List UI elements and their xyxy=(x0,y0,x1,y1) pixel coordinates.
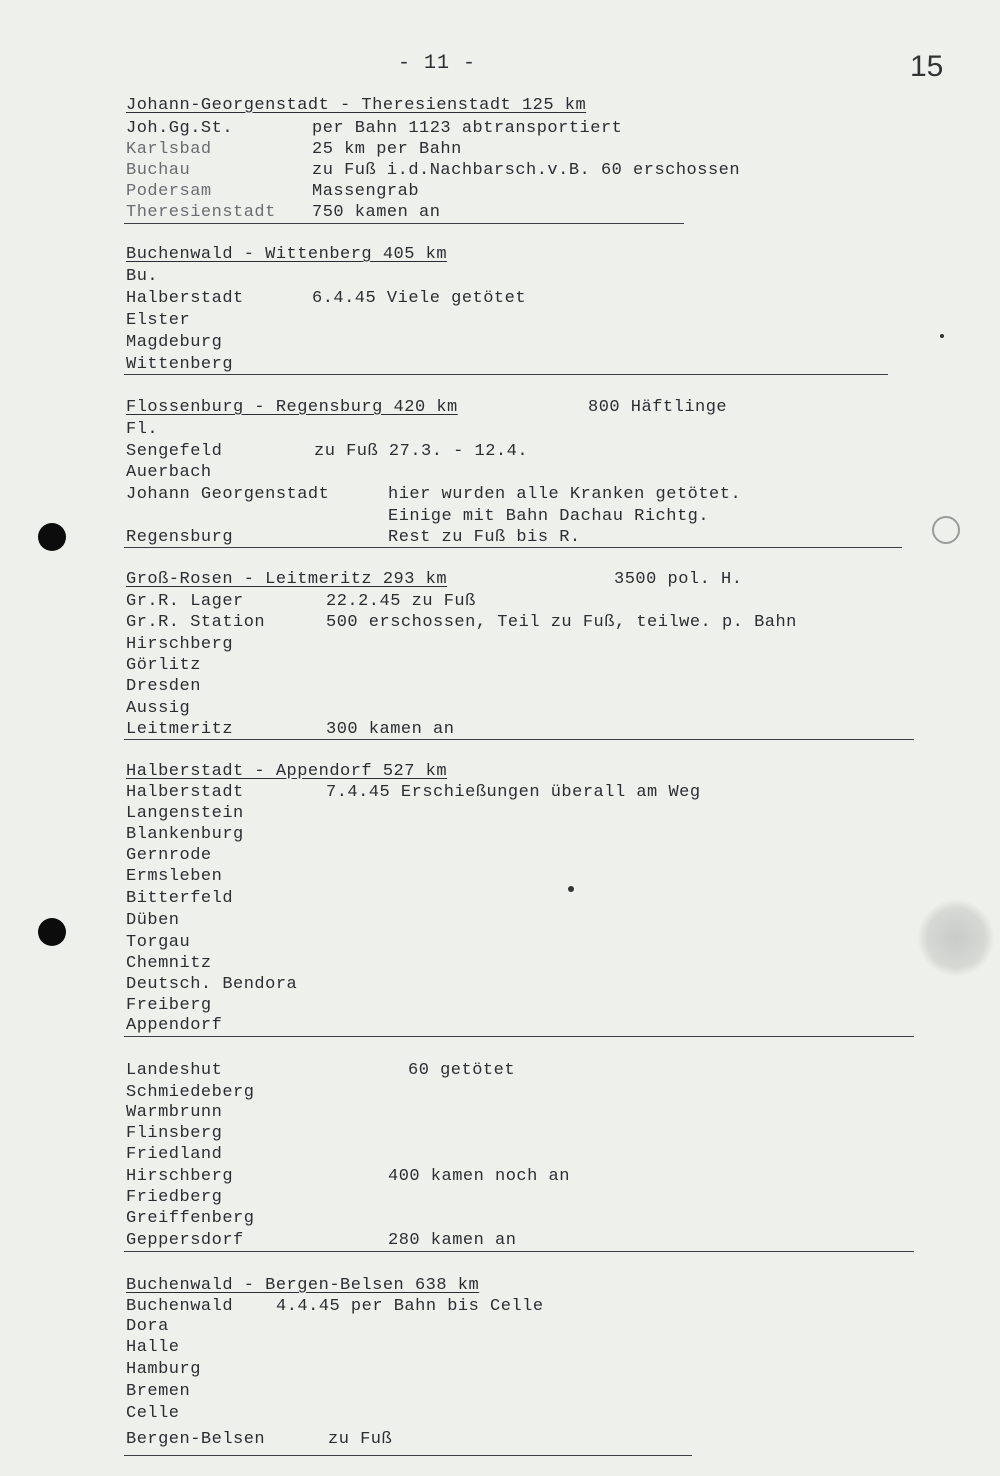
route-stop: Elster xyxy=(126,311,191,330)
route-stop: Fl. xyxy=(126,420,159,439)
route-stop: Gr.R. Station xyxy=(126,613,266,632)
route-stop: Theresienstadt xyxy=(126,203,276,222)
route-stop: Joh.Gg.St. xyxy=(126,119,234,138)
route-title: Groß-Rosen - Leitmeritz 293 km xyxy=(126,570,448,589)
route-stop: Chemnitz xyxy=(126,954,212,973)
route-title: Halberstadt - Appendorf 527 km xyxy=(126,762,448,781)
route-stop: Regensburg xyxy=(126,528,234,547)
route-note: hier wurden alle Kranken getötet. xyxy=(388,485,742,504)
route-note: 500 erschossen, Teil zu Fuß, teilwe. p. Bahn xyxy=(326,613,797,632)
route-stop: Hamburg xyxy=(126,1360,201,1379)
route-stop: Flinsberg xyxy=(126,1124,223,1143)
ink-dot xyxy=(568,886,574,892)
route-note: per Bahn 1123 abtransportiert xyxy=(312,119,623,138)
section-rule xyxy=(124,739,914,740)
route-note: 300 kamen an xyxy=(326,720,455,739)
route-stop: Friedberg xyxy=(126,1188,223,1207)
route-note: 280 kamen an xyxy=(388,1231,517,1250)
route-stop: Bremen xyxy=(126,1382,191,1401)
route-title: Johann-Georgenstadt - Theresienstadt 125 km xyxy=(126,96,587,115)
punch-hole-top xyxy=(38,523,66,551)
page-number: - 11 - xyxy=(398,52,477,75)
section-rule xyxy=(124,1455,692,1456)
route-stop: Bitterfeld xyxy=(126,889,234,908)
route-note: 750 kamen an xyxy=(312,203,441,222)
route-stop: Aussig xyxy=(126,699,191,718)
route-stop: Appendorf xyxy=(126,1016,223,1035)
route-stop: Ermsleben xyxy=(126,867,223,886)
route-stop: Düben xyxy=(126,911,180,930)
route-stop: Sengefeld xyxy=(126,442,223,461)
route-count: 800 Häftlinge xyxy=(588,398,728,417)
route-count: 3500 pol. H. xyxy=(614,570,743,589)
route-stop: Langenstein xyxy=(126,804,244,823)
route-stop: Halberstadt xyxy=(126,783,244,802)
route-stop: Blankenburg xyxy=(126,825,244,844)
route-stop: Magdeburg xyxy=(126,333,223,352)
route-stop: Gr.R. Lager xyxy=(126,592,244,611)
route-note: Einige mit Bahn Dachau Richtg. xyxy=(388,507,710,526)
route-note: 60 getötet xyxy=(408,1061,516,1080)
route-stop: Bergen-Belsen xyxy=(126,1430,266,1449)
route-note: Massengrab xyxy=(312,182,420,201)
route-stop: Leitmeritz xyxy=(126,720,234,739)
route-stop: Halberstadt xyxy=(126,289,244,308)
route-note: 4.4.45 per Bahn bis Celle xyxy=(276,1297,544,1316)
route-stop: Dora xyxy=(126,1317,169,1336)
route-stop: Deutsch. Bendora xyxy=(126,975,298,994)
section-rule xyxy=(124,1251,914,1252)
route-stop: Geppersdorf xyxy=(126,1231,244,1250)
section-rule xyxy=(124,374,888,375)
route-stop: Bu. xyxy=(126,267,159,286)
route-note: 400 kamen noch an xyxy=(388,1167,570,1186)
route-stop: Torgau xyxy=(126,933,191,952)
route-stop: Greiffenberg xyxy=(126,1209,255,1228)
paper-ring-mark xyxy=(932,516,960,544)
route-stop: Schmiedeberg xyxy=(126,1083,255,1102)
section-rule xyxy=(124,1036,914,1037)
route-stop: Buchau xyxy=(126,161,191,180)
route-stop: Podersam xyxy=(126,182,212,201)
route-stop: Wittenberg xyxy=(126,355,234,374)
route-title: Buchenwald - Wittenberg 405 km xyxy=(126,245,448,264)
route-note: 6.4.45 Viele getötet xyxy=(312,289,527,308)
route-stop: Görlitz xyxy=(126,656,201,675)
paper-smudge xyxy=(918,900,994,976)
route-stop: Landeshut xyxy=(126,1061,223,1080)
route-note: zu Fuß i.d.Nachbarsch.v.B. 60 erschossen xyxy=(312,161,741,180)
route-stop: Dresden xyxy=(126,677,201,696)
punch-hole-bottom xyxy=(38,918,66,946)
ink-dot-small xyxy=(940,334,944,338)
route-note: zu Fuß 27.3. - 12.4. xyxy=(314,442,529,461)
route-stop: Auerbach xyxy=(126,463,212,482)
route-stop: Halle xyxy=(126,1338,180,1357)
route-stop: Freiberg xyxy=(126,996,212,1015)
route-title: Buchenwald - Bergen-Belsen 638 km xyxy=(126,1276,480,1295)
route-stop: Hirschberg xyxy=(126,635,234,654)
route-stop: Gernrode xyxy=(126,846,212,865)
route-stop: Warmbrunn xyxy=(126,1103,223,1122)
route-note: zu Fuß xyxy=(328,1430,393,1449)
route-note: 25 km per Bahn xyxy=(312,140,462,159)
route-stop: Karlsbad xyxy=(126,140,212,159)
route-stop: Johann Georgenstadt xyxy=(126,485,330,504)
route-note: Rest zu Fuß bis R. xyxy=(388,528,581,547)
route-note: 7.4.45 Erschießungen überall am Weg xyxy=(326,783,701,802)
route-stop: Hirschberg xyxy=(126,1167,234,1186)
route-stop: Celle xyxy=(126,1404,180,1423)
route-stop: Friedland xyxy=(126,1145,223,1164)
section-rule xyxy=(124,547,902,548)
route-note: 22.2.45 zu Fuß xyxy=(326,592,476,611)
route-title: Flossenburg - Regensburg 420 km xyxy=(126,398,458,417)
route-stop: Buchenwald xyxy=(126,1297,234,1316)
section-rule xyxy=(124,223,684,224)
archive-stamp-number: 15 xyxy=(910,50,944,83)
